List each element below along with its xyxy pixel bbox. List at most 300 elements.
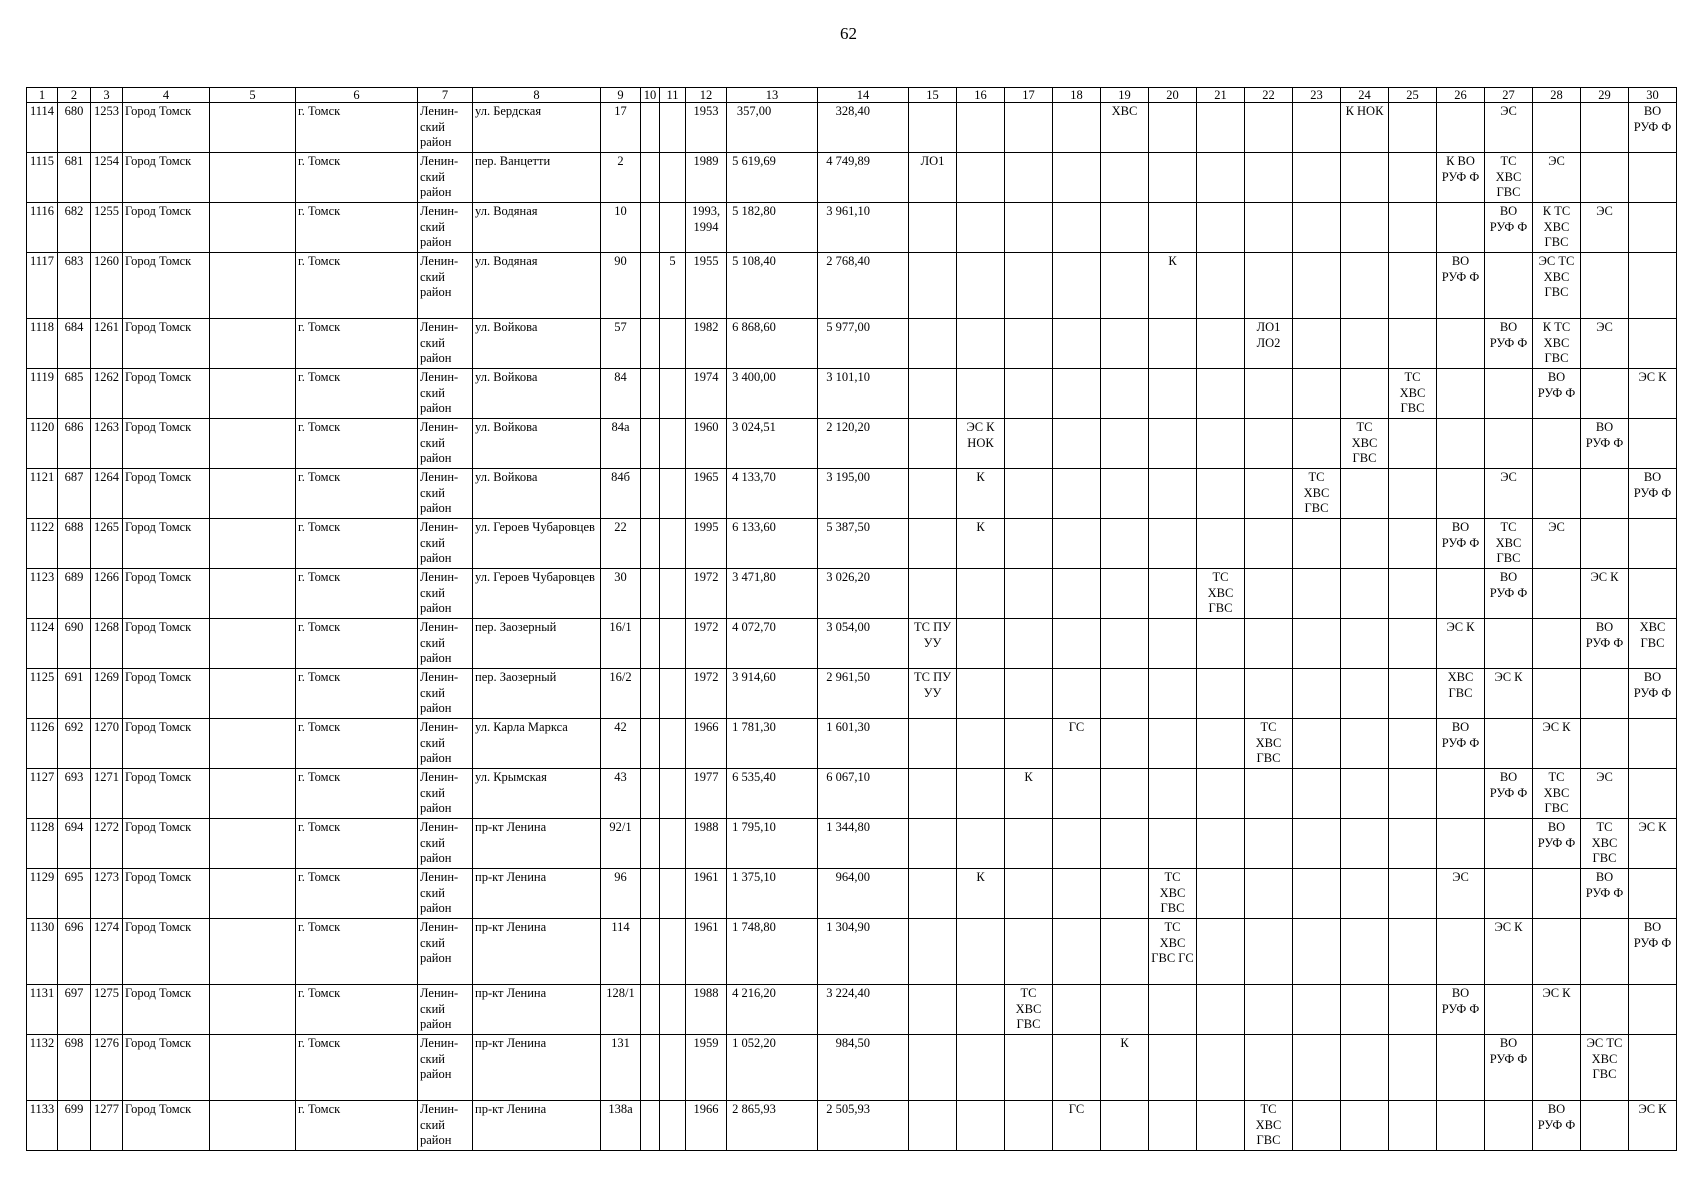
work-code-cell-18 [1053, 1035, 1101, 1101]
work-code-cell-23 [1293, 1035, 1341, 1101]
column-5-cell [210, 619, 296, 669]
column-header-8: 8 [473, 88, 601, 103]
work-code-cell-29: ЭС [1581, 769, 1629, 819]
work-code-cell-20 [1149, 469, 1197, 519]
work-code-cell-22 [1245, 103, 1293, 153]
work-code-cell-15 [909, 419, 957, 469]
column-header-9: 9 [601, 88, 641, 103]
number-3-cell: 1270 [91, 719, 123, 769]
district-cell: Ленин-ский район [418, 869, 473, 919]
work-code-cell-20 [1149, 1101, 1197, 1151]
work-code-cell-15 [909, 103, 957, 153]
number-2-cell: 681 [58, 153, 91, 203]
work-code-cell-21 [1197, 319, 1245, 369]
work-code-cell-25 [1389, 869, 1437, 919]
number-2-cell: 698 [58, 1035, 91, 1101]
total-area-cell: 3 024,51 [727, 419, 818, 469]
column-header-18: 18 [1053, 88, 1101, 103]
work-code-cell-20 [1149, 153, 1197, 203]
number-3-cell: 1255 [91, 203, 123, 253]
table-row [27, 985, 1677, 1035]
district-cell: Ленин-ский район [418, 619, 473, 669]
work-code-cell-24 [1341, 1101, 1389, 1151]
work-code-cell-15 [909, 719, 957, 769]
row-number-cell: 1118 [27, 319, 58, 369]
work-code-cell-23 [1293, 203, 1341, 253]
work-code-cell-20 [1149, 519, 1197, 569]
work-code-cell-27: ТС ХВС ГВС [1485, 519, 1533, 569]
district-cell: Ленин-ский район [418, 103, 473, 153]
total-area-cell: 4 072,70 [727, 619, 818, 669]
work-code-cell-18 [1053, 203, 1101, 253]
work-code-cell-24: К НОК [1341, 103, 1389, 153]
house-number-cell: 10 [601, 203, 641, 253]
work-code-cell-21 [1197, 519, 1245, 569]
table-row [27, 819, 1677, 869]
work-code-cell-29: ВО РУФ Ф [1581, 419, 1629, 469]
city-cell: г. Томск [296, 569, 418, 619]
total-area-cell: 1 748,80 [727, 919, 818, 985]
column-header-24: 24 [1341, 88, 1389, 103]
work-code-cell-25 [1389, 769, 1437, 819]
column-11-cell [660, 319, 686, 369]
living-area-cell: 2 768,40 [818, 253, 909, 319]
work-code-cell-20 [1149, 369, 1197, 419]
locality-cell: Город Томск [123, 1035, 210, 1101]
work-code-cell-18 [1053, 819, 1101, 869]
work-code-cell-21 [1197, 819, 1245, 869]
work-code-cell-15 [909, 369, 957, 419]
locality-cell: Город Томск [123, 719, 210, 769]
work-code-cell-15: ТС ПУ УУ [909, 669, 957, 719]
locality-cell: Город Томск [123, 919, 210, 985]
number-3-cell: 1263 [91, 419, 123, 469]
work-code-cell-28: ЭС [1533, 519, 1581, 569]
city-cell: г. Томск [296, 153, 418, 203]
locality-cell: Город Томск [123, 153, 210, 203]
number-2-cell: 691 [58, 669, 91, 719]
column-10-cell [641, 1101, 660, 1151]
living-area-cell: 964,00 [818, 869, 909, 919]
work-code-cell-30: ВО РУФ Ф [1629, 669, 1677, 719]
column-header-13: 13 [727, 88, 818, 103]
work-code-cell-30: ВО РУФ Ф [1629, 103, 1677, 153]
column-5-cell [210, 669, 296, 719]
work-code-cell-18 [1053, 569, 1101, 619]
street-cell: пр-кт Ленина [473, 819, 601, 869]
work-code-cell-19 [1101, 369, 1149, 419]
row-number-cell: 1122 [27, 519, 58, 569]
street-cell: пр-кт Ленина [473, 919, 601, 985]
number-3-cell: 1254 [91, 153, 123, 203]
work-code-cell-23 [1293, 719, 1341, 769]
district-cell: Ленин-ский район [418, 203, 473, 253]
work-code-cell-16 [957, 669, 1005, 719]
column-10-cell [641, 669, 660, 719]
work-code-cell-25 [1389, 153, 1437, 203]
district-cell: Ленин-ский район [418, 469, 473, 519]
total-area-cell: 6 535,40 [727, 769, 818, 819]
work-code-cell-24 [1341, 719, 1389, 769]
column-10-cell [641, 203, 660, 253]
living-area-cell: 6 067,10 [818, 769, 909, 819]
work-code-cell-16 [957, 719, 1005, 769]
work-code-cell-17: К [1005, 769, 1053, 819]
work-code-cell-17 [1005, 253, 1053, 319]
street-cell: пер. Заозерный [473, 669, 601, 719]
work-code-cell-18 [1053, 469, 1101, 519]
work-code-cell-30: ВО РУФ Ф [1629, 919, 1677, 985]
living-area-cell: 328,40 [818, 103, 909, 153]
city-cell: г. Томск [296, 619, 418, 669]
living-area-cell: 1 304,90 [818, 919, 909, 985]
year-built-cell: 1965 [686, 469, 727, 519]
city-cell: г. Томск [296, 919, 418, 985]
work-code-cell-27: ВО РУФ Ф [1485, 319, 1533, 369]
column-header-17: 17 [1005, 88, 1053, 103]
district-cell: Ленин-ский район [418, 1101, 473, 1151]
house-number-cell: 84 [601, 369, 641, 419]
living-area-cell: 4 749,89 [818, 153, 909, 203]
number-3-cell: 1262 [91, 369, 123, 419]
city-cell: г. Томск [296, 669, 418, 719]
house-number-cell: 17 [601, 103, 641, 153]
column-11-cell [660, 203, 686, 253]
work-code-cell-26: ВО РУФ Ф [1437, 985, 1485, 1035]
table-row [27, 619, 1677, 669]
work-code-cell-18 [1053, 419, 1101, 469]
column-header-14: 14 [818, 88, 909, 103]
work-code-cell-26: ВО РУФ Ф [1437, 719, 1485, 769]
work-code-cell-24 [1341, 869, 1389, 919]
work-code-cell-17 [1005, 669, 1053, 719]
work-code-cell-27: ЭС [1485, 103, 1533, 153]
work-code-cell-22 [1245, 669, 1293, 719]
district-cell: Ленин-ский район [418, 419, 473, 469]
work-code-cell-15 [909, 469, 957, 519]
work-code-cell-27: ЭС К [1485, 669, 1533, 719]
city-cell: г. Томск [296, 103, 418, 153]
work-code-cell-21 [1197, 919, 1245, 985]
year-built-cell: 1982 [686, 319, 727, 369]
page-number: 62 [840, 24, 857, 43]
year-built-cell: 1961 [686, 919, 727, 985]
work-code-cell-26 [1437, 769, 1485, 819]
locality-cell: Город Томск [123, 769, 210, 819]
work-code-cell-20 [1149, 319, 1197, 369]
column-5-cell [210, 203, 296, 253]
work-code-cell-17 [1005, 203, 1053, 253]
work-code-cell-22 [1245, 369, 1293, 419]
work-code-cell-16: К [957, 869, 1005, 919]
locality-cell: Город Томск [123, 669, 210, 719]
column-5-cell [210, 153, 296, 203]
column-11-cell [660, 1101, 686, 1151]
row-number-cell: 1131 [27, 985, 58, 1035]
work-code-cell-19 [1101, 469, 1149, 519]
column-11-cell [660, 569, 686, 619]
number-2-cell: 696 [58, 919, 91, 985]
work-code-cell-16 [957, 569, 1005, 619]
row-number-cell: 1125 [27, 669, 58, 719]
work-code-cell-28: ЭС [1533, 153, 1581, 203]
work-code-cell-18 [1053, 985, 1101, 1035]
work-code-cell-19 [1101, 1101, 1149, 1151]
work-code-cell-15 [909, 519, 957, 569]
column-11-cell [660, 469, 686, 519]
work-code-cell-27 [1485, 1101, 1533, 1151]
living-area-cell: 3 961,10 [818, 203, 909, 253]
year-built-cell: 1966 [686, 1101, 727, 1151]
column-header-10: 10 [641, 88, 660, 103]
row-number-cell: 1128 [27, 819, 58, 869]
city-cell: г. Томск [296, 319, 418, 369]
column-header-7: 7 [418, 88, 473, 103]
year-built-cell: 1972 [686, 569, 727, 619]
city-cell: г. Томск [296, 985, 418, 1035]
number-2-cell: 695 [58, 869, 91, 919]
work-code-cell-29 [1581, 469, 1629, 519]
work-code-cell-17 [1005, 153, 1053, 203]
living-area-cell: 3 195,00 [818, 469, 909, 519]
living-area-cell: 3 224,40 [818, 985, 909, 1035]
street-cell: ул. Войкова [473, 319, 601, 369]
district-cell: Ленин-ский район [418, 919, 473, 985]
column-11-cell: 5 [660, 253, 686, 319]
work-code-cell-24 [1341, 203, 1389, 253]
total-area-cell: 1 375,10 [727, 869, 818, 919]
work-code-cell-27 [1485, 985, 1533, 1035]
year-built-cell: 1955 [686, 253, 727, 319]
city-cell: г. Томск [296, 253, 418, 319]
work-code-cell-15 [909, 769, 957, 819]
work-code-cell-17 [1005, 103, 1053, 153]
work-code-cell-26 [1437, 319, 1485, 369]
column-10-cell [641, 985, 660, 1035]
work-code-cell-25 [1389, 319, 1437, 369]
work-code-cell-30: ЭС К [1629, 1101, 1677, 1151]
row-number-cell: 1126 [27, 719, 58, 769]
work-code-cell-28 [1533, 619, 1581, 669]
work-code-cell-22: ТС ХВС ГВС [1245, 1101, 1293, 1151]
work-code-cell-18: ГС [1053, 719, 1101, 769]
work-code-cell-17 [1005, 919, 1053, 985]
street-cell: ул. Бердская [473, 103, 601, 153]
work-code-cell-22 [1245, 253, 1293, 319]
district-cell: Ленин-ский район [418, 769, 473, 819]
work-code-cell-15: ТС ПУ УУ [909, 619, 957, 669]
district-cell: Ленин-ский район [418, 519, 473, 569]
row-number-cell: 1120 [27, 419, 58, 469]
street-cell: пер. Ванцетти [473, 153, 601, 203]
work-code-cell-21 [1197, 719, 1245, 769]
work-code-cell-30 [1629, 769, 1677, 819]
column-11-cell [660, 153, 686, 203]
work-code-cell-17 [1005, 619, 1053, 669]
work-code-cell-19 [1101, 869, 1149, 919]
work-code-cell-30: ЭС К [1629, 819, 1677, 869]
column-10-cell [641, 619, 660, 669]
work-code-cell-27: ЭС [1485, 469, 1533, 519]
district-cell: Ленин-ский район [418, 985, 473, 1035]
work-code-cell-26 [1437, 369, 1485, 419]
row-number-cell: 1129 [27, 869, 58, 919]
work-code-cell-18 [1053, 619, 1101, 669]
number-2-cell: 690 [58, 619, 91, 669]
work-code-cell-16 [957, 253, 1005, 319]
district-cell: Ленин-ский район [418, 153, 473, 203]
column-11-cell [660, 819, 686, 869]
work-code-cell-28 [1533, 103, 1581, 153]
number-2-cell: 685 [58, 369, 91, 419]
work-code-cell-30 [1629, 253, 1677, 319]
work-code-cell-25 [1389, 619, 1437, 669]
work-code-cell-22 [1245, 569, 1293, 619]
number-2-cell: 688 [58, 519, 91, 569]
work-code-cell-21 [1197, 869, 1245, 919]
table-row [27, 919, 1677, 985]
column-header-27: 27 [1485, 88, 1533, 103]
row-number-cell: 1132 [27, 1035, 58, 1101]
row-number-cell: 1119 [27, 369, 58, 419]
work-code-cell-29 [1581, 153, 1629, 203]
work-code-cell-19 [1101, 619, 1149, 669]
year-built-cell: 1988 [686, 985, 727, 1035]
number-3-cell: 1269 [91, 669, 123, 719]
number-2-cell: 680 [58, 103, 91, 153]
number-3-cell: 1272 [91, 819, 123, 869]
column-header-20: 20 [1149, 88, 1197, 103]
table-row [27, 369, 1677, 419]
locality-cell: Город Томск [123, 619, 210, 669]
work-code-cell-27: ВО РУФ Ф [1485, 569, 1533, 619]
work-code-cell-23 [1293, 519, 1341, 569]
column-header-4: 4 [123, 88, 210, 103]
work-code-cell-30 [1629, 719, 1677, 769]
work-code-cell-18 [1053, 519, 1101, 569]
street-cell: пр-кт Ленина [473, 985, 601, 1035]
work-code-cell-24 [1341, 1035, 1389, 1101]
work-code-cell-28: К ТС ХВС ГВС [1533, 203, 1581, 253]
column-5-cell [210, 769, 296, 819]
work-code-cell-17 [1005, 319, 1053, 369]
work-code-cell-17 [1005, 1101, 1053, 1151]
city-cell: г. Томск [296, 719, 418, 769]
work-code-cell-19 [1101, 985, 1149, 1035]
locality-cell: Город Томск [123, 519, 210, 569]
number-2-cell: 687 [58, 469, 91, 519]
work-code-cell-28 [1533, 419, 1581, 469]
table-row [27, 103, 1677, 153]
column-header-15: 15 [909, 88, 957, 103]
number-3-cell: 1275 [91, 985, 123, 1035]
table-row [27, 719, 1677, 769]
work-code-cell-29 [1581, 985, 1629, 1035]
column-5-cell [210, 419, 296, 469]
work-code-cell-25 [1389, 103, 1437, 153]
work-code-cell-28 [1533, 469, 1581, 519]
number-3-cell: 1265 [91, 519, 123, 569]
work-code-cell-27 [1485, 419, 1533, 469]
work-code-cell-27 [1485, 819, 1533, 869]
work-code-cell-24 [1341, 469, 1389, 519]
work-code-cell-25 [1389, 569, 1437, 619]
total-area-cell: 5 182,80 [727, 203, 818, 253]
work-code-cell-20 [1149, 619, 1197, 669]
work-code-cell-18 [1053, 919, 1101, 985]
work-code-cell-30: ХВС ГВС [1629, 619, 1677, 669]
locality-cell: Город Томск [123, 419, 210, 469]
year-built-cell: 1988 [686, 819, 727, 869]
work-code-cell-22: ЛО1 ЛО2 [1245, 319, 1293, 369]
work-code-cell-17 [1005, 519, 1053, 569]
work-code-cell-25 [1389, 819, 1437, 869]
work-code-cell-21 [1197, 469, 1245, 519]
column-header-5: 5 [210, 88, 296, 103]
total-area-cell: 5 619,69 [727, 153, 818, 203]
street-cell: ул. Войкова [473, 369, 601, 419]
column-10-cell [641, 719, 660, 769]
column-11-cell [660, 769, 686, 819]
work-code-cell-28: К ТС ХВС ГВС [1533, 319, 1581, 369]
year-built-cell: 1972 [686, 669, 727, 719]
work-code-cell-29: ЭС К [1581, 569, 1629, 619]
house-number-cell: 16/1 [601, 619, 641, 669]
work-code-cell-26: ВО РУФ Ф [1437, 253, 1485, 319]
work-code-cell-26: ВО РУФ Ф [1437, 519, 1485, 569]
work-code-cell-27 [1485, 369, 1533, 419]
work-code-cell-16: ЭС К НОК [957, 419, 1005, 469]
work-code-cell-18 [1053, 103, 1101, 153]
work-code-cell-16: К [957, 519, 1005, 569]
number-3-cell: 1260 [91, 253, 123, 319]
work-code-cell-22 [1245, 869, 1293, 919]
work-code-cell-16 [957, 1101, 1005, 1151]
column-5-cell [210, 103, 296, 153]
street-cell: ул. Войкова [473, 419, 601, 469]
work-code-cell-16 [957, 819, 1005, 869]
work-code-cell-23 [1293, 153, 1341, 203]
work-code-cell-26 [1437, 919, 1485, 985]
year-built-cell: 1961 [686, 869, 727, 919]
work-code-cell-26 [1437, 419, 1485, 469]
work-code-cell-17 [1005, 869, 1053, 919]
city-cell: г. Томск [296, 519, 418, 569]
work-code-cell-28: ЭС К [1533, 985, 1581, 1035]
number-2-cell: 689 [58, 569, 91, 619]
work-code-cell-22 [1245, 519, 1293, 569]
work-code-cell-23 [1293, 769, 1341, 819]
work-code-cell-18 [1053, 669, 1101, 719]
work-code-cell-25 [1389, 253, 1437, 319]
work-code-cell-28: ВО РУФ Ф [1533, 369, 1581, 419]
work-code-cell-22 [1245, 619, 1293, 669]
table-row [27, 153, 1677, 203]
work-code-cell-16: К [957, 469, 1005, 519]
house-number-cell: 131 [601, 1035, 641, 1101]
column-10-cell [641, 253, 660, 319]
column-10-cell [641, 769, 660, 819]
total-area-cell: 4 216,20 [727, 985, 818, 1035]
work-code-cell-21: ТС ХВС ГВС [1197, 569, 1245, 619]
work-code-cell-28: ВО РУФ Ф [1533, 819, 1581, 869]
work-code-cell-23 [1293, 669, 1341, 719]
work-code-cell-15 [909, 253, 957, 319]
row-number-cell: 1116 [27, 203, 58, 253]
work-code-cell-28 [1533, 669, 1581, 719]
work-code-cell-26 [1437, 1101, 1485, 1151]
total-area-cell: 3 400,00 [727, 369, 818, 419]
